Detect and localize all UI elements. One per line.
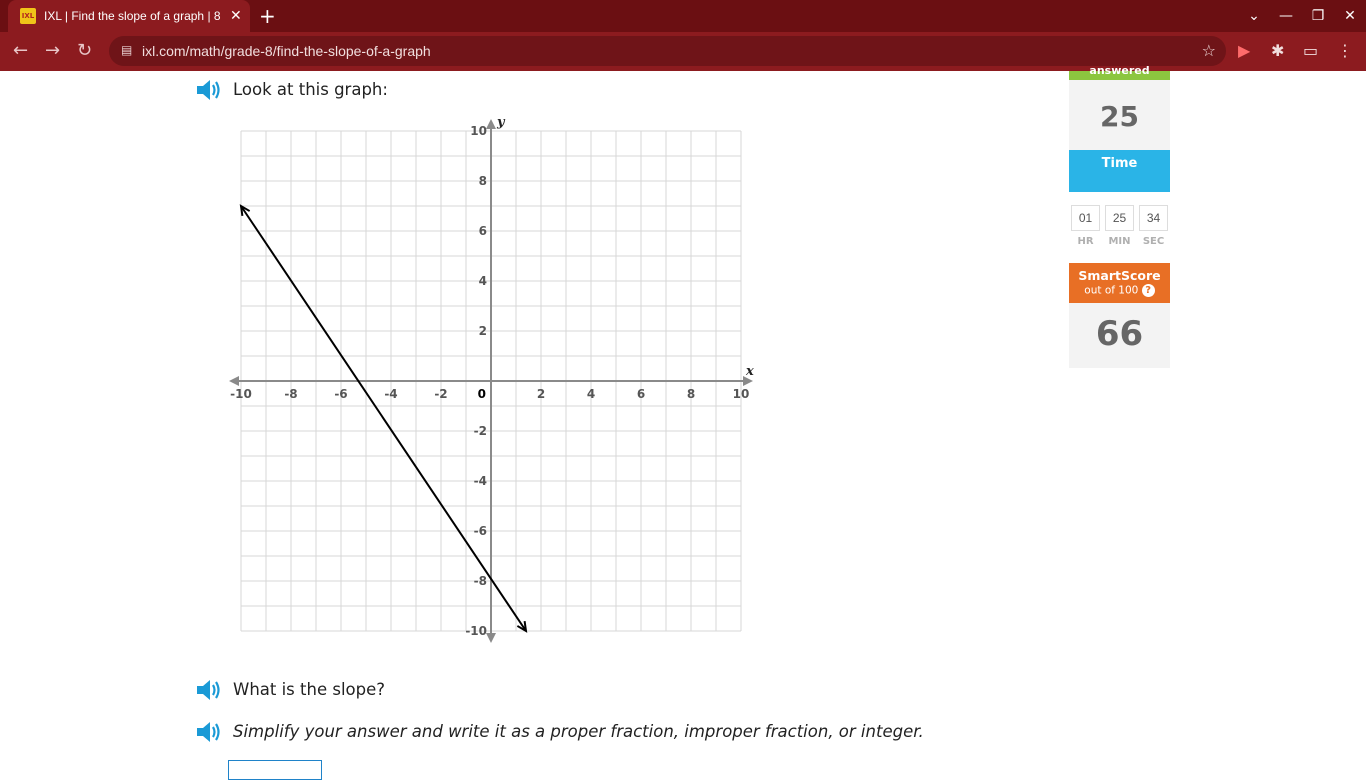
window-close-icon[interactable]: ✕ bbox=[1344, 8, 1356, 24]
y-tick-label: -8 bbox=[473, 574, 487, 588]
minimize-icon[interactable]: — bbox=[1279, 8, 1293, 24]
new-tab-icon[interactable]: + bbox=[259, 4, 276, 28]
y-tick-label: -6 bbox=[473, 524, 487, 538]
tab-close-icon[interactable]: ✕ bbox=[230, 8, 242, 24]
graph-line bbox=[241, 206, 526, 631]
timer-minutes: 25 bbox=[1105, 205, 1134, 231]
address-bar[interactable] bbox=[109, 36, 1226, 66]
y-tick-label: -2 bbox=[473, 424, 487, 438]
x-tick-label: -2 bbox=[434, 387, 448, 401]
y-tick-label: 6 bbox=[478, 224, 487, 238]
tab-search-icon[interactable]: ⌄ bbox=[1248, 8, 1260, 24]
answered-count-box bbox=[1069, 80, 1170, 150]
x-tick-label: -10 bbox=[230, 387, 252, 401]
speaker-icon[interactable] bbox=[195, 678, 223, 702]
x-tick-label: -8 bbox=[284, 387, 298, 401]
tab-strip bbox=[0, 0, 1366, 32]
y-axis-arrow-up bbox=[486, 119, 496, 129]
origin-label: 0 bbox=[477, 387, 486, 401]
timer-seconds: 34 bbox=[1139, 205, 1168, 231]
site-info-icon[interactable]: ▤ bbox=[121, 43, 133, 57]
question-intro: Look at this graph: bbox=[233, 80, 388, 99]
x-tick-label: 4 bbox=[586, 387, 596, 401]
back-icon[interactable]: ← bbox=[13, 40, 29, 61]
answer-input[interactable] bbox=[228, 760, 322, 780]
help-icon[interactable]: ? bbox=[1142, 284, 1155, 297]
y-tick-label: -4 bbox=[473, 474, 487, 488]
restore-icon[interactable]: ❐ bbox=[1311, 8, 1325, 24]
x-tick-label: 2 bbox=[536, 387, 546, 401]
y-tick-label: 10 bbox=[470, 124, 487, 138]
x-tick-label: 10 bbox=[732, 387, 750, 401]
x-tick-label: -6 bbox=[334, 387, 348, 401]
speaker-icon[interactable] bbox=[195, 720, 223, 744]
x-tick-label: -4 bbox=[384, 387, 398, 401]
browser-tab[interactable] bbox=[8, 0, 250, 32]
y-axis-arrow-down bbox=[486, 633, 496, 643]
smartscore-header: SmartScore out of 100 ? bbox=[1069, 263, 1170, 303]
forward-icon[interactable]: → bbox=[45, 40, 61, 61]
smartscore-box bbox=[1069, 303, 1170, 368]
cast-icon[interactable]: ▭ bbox=[1303, 41, 1319, 60]
time-elapsed-header: Time elapsed bbox=[1069, 150, 1170, 192]
question-ask: What is the slope? bbox=[233, 680, 386, 699]
question-instruction: Simplify your answer and write it as a proper fraction, improper fraction, or integer. bbox=[233, 722, 924, 741]
url-text[interactable]: ixl.com/math/grade-8/find-the-slope-of-a-graph bbox=[142, 43, 431, 59]
x-tick-label: 8 bbox=[686, 387, 696, 401]
y-tick-label: 2 bbox=[478, 324, 487, 338]
answered-count: 25 bbox=[1100, 100, 1139, 133]
coordinate-graph bbox=[220, 110, 760, 650]
menu-icon[interactable]: ⋮ bbox=[1337, 41, 1353, 60]
ixl-favicon-icon: IXL bbox=[20, 8, 36, 24]
x-tick-label: 6 bbox=[636, 387, 646, 401]
smartscore-value: 66 bbox=[1095, 314, 1144, 354]
bookmark-star-icon[interactable]: ☆ bbox=[1201, 41, 1216, 60]
timer: 01 HR 25 MIN 34 SEC bbox=[1069, 205, 1170, 247]
y-tick-label: 4 bbox=[478, 274, 487, 288]
y-axis-label: y bbox=[497, 115, 505, 130]
reload-icon[interactable]: ↻ bbox=[77, 40, 93, 61]
timer-hours: 01 bbox=[1071, 205, 1100, 231]
y-tick-label: 8 bbox=[478, 174, 487, 188]
speaker-icon[interactable] bbox=[195, 78, 223, 102]
puzzle-icon[interactable]: ✱ bbox=[1271, 41, 1285, 60]
extension-icon[interactable]: ▶ bbox=[1238, 41, 1251, 60]
x-axis-label: x bbox=[746, 364, 754, 379]
tab-title: IXL | Find the slope of a graph | 8 bbox=[44, 9, 221, 23]
window-controls bbox=[1238, 0, 1366, 32]
answered-header: answered bbox=[1069, 71, 1170, 80]
y-tick-label: -10 bbox=[465, 624, 487, 638]
x-axis-arrow-left bbox=[229, 376, 239, 386]
